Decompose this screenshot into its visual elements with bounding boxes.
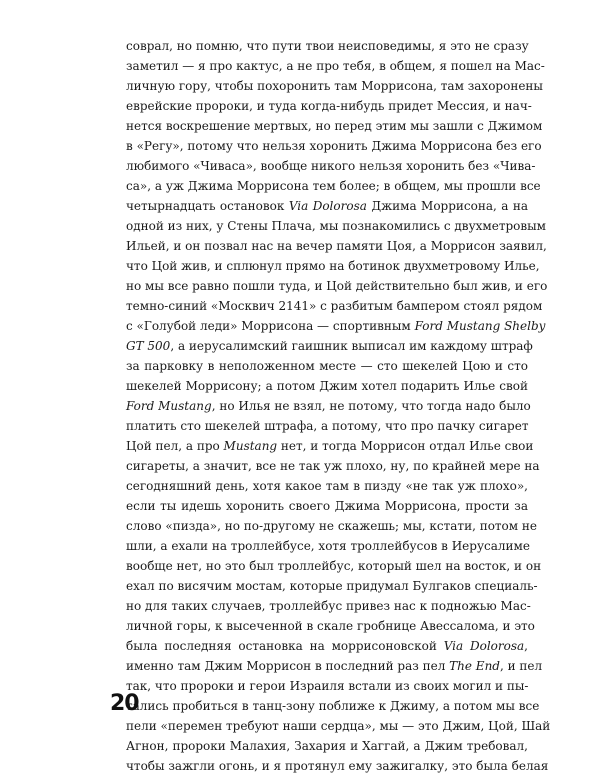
text-line: слово «пизда», но по-другому не скажешь; мы, кстати, потом не [126,519,538,533]
text-line: ехал по висячим мостам, которые придумал Булгаков специаль- [126,579,538,593]
text-line: в «Регу», потому что нельзя хоронить Джима Моррисона без его [126,139,542,153]
text-line: тались пробиться в танц-зону поближе к Джиму, а потом мы все [126,699,540,713]
text-line: что Цой жив, и сплюнул прямо на ботинок двухметровому Илье, [126,259,540,273]
text-line: соврал, но помню, что пути твои неисповедимы, я это не сразу [126,39,529,53]
text-line: GT 500, а иерусалимский гаишник выписал им каждому штраф [126,339,533,353]
text-line: чтобы зажгли огонь, и я протянул ему зажигалку, это была белая [126,759,549,773]
text-line: но для таких случаев, троллейбус привез нас к подножью Мас- [126,599,531,613]
text-line: за парковку в неположенном месте — сто шекелей Цою и сто [126,359,528,373]
text-line: личную гору, чтобы похоронить там Моррисона, там захоронены [126,79,543,93]
text-line: нется воскрешение мертвых, но перед этим мы зашли с Джимом [126,119,543,133]
text-line: шекелей Моррисону; а потом Джим хотел подарить Илье свой [126,379,528,393]
text-line: шли, а ехали на троллейбусе, хотя троллейбусов в Иерусалиме [126,539,530,553]
text-line: пели «перемен требуют наши сердца», мы — это Джим, Цой, Шай [126,719,551,733]
text-line: с «Голубой леди» Моррисона — спортивным Ford Mustang Shelby [126,319,546,333]
text-line: но мы все равно пошли туда, и Цой действительно был жив, и его [126,279,548,293]
text-line: сигареты, а значит, все не так уж плохо, ну, по крайней мере на [126,459,540,473]
text-line: именно там Джим Моррисон в последний раз пел The End, и пел [126,659,543,673]
text-line: платить сто шекелей штрафа, а потому, что про пачку сигарет [126,419,529,433]
text-line: так, что пророки и герои Израиля встали из своих могил и пы- [126,679,529,693]
text-line: заметил — я про кактус, а не про тебя, в общем, я пошел на Мас- [126,59,545,73]
text-line: Ильей, и он позвал нас на вечер памяти Цоя, а Моррисон заявил, [126,239,547,253]
text-line: Агнон, пророки Малахия, Захария и Хаггай, а Джим требовал, [126,739,528,753]
body-text [126,36,551,776]
text-line: Ford Mustang, но Илья не взял, не потому, что тогда надо было [126,399,531,413]
text-line: одной из них, у Стены Плача, мы познакомились с двухметровым [126,219,547,233]
text-line: еврейские пророки, и туда когда-нибудь придет Мессия, и нач- [126,99,532,113]
text-line: вообще нет, но это был троллейбус, который шел на восток, и он [126,559,542,573]
text-line: была последняя остановка на моррисоновской Via Dolorosa, [126,639,528,653]
text-line: четырнадцать остановок Via Dolorosa Джима Моррисона, а на [126,199,529,213]
text-line: са», а уж Джима Моррисона тем более; в общем, мы прошли все [126,179,541,193]
text-line: сегодняшний день, хотя какое там в пизду «не так уж плохо», [126,479,528,493]
text-line: Цой пел, а про Mustang нет, и тогда Моррисон отдал Илье свои [126,439,534,453]
text-line: если ты идешь хоронить своего Джима Моррисона, прости за [126,499,528,513]
text-line: любимого «Чиваса», вообще никого нельзя хоронить без «Чива- [126,159,536,173]
text-line: личной горы, к высеченной в скале гробнице Авессалома, и это [126,619,535,633]
text-line: темно-синий «Москвич 2141» с разбитым бампером стоял рядом [126,299,543,313]
page-number: 20 [110,691,139,716]
